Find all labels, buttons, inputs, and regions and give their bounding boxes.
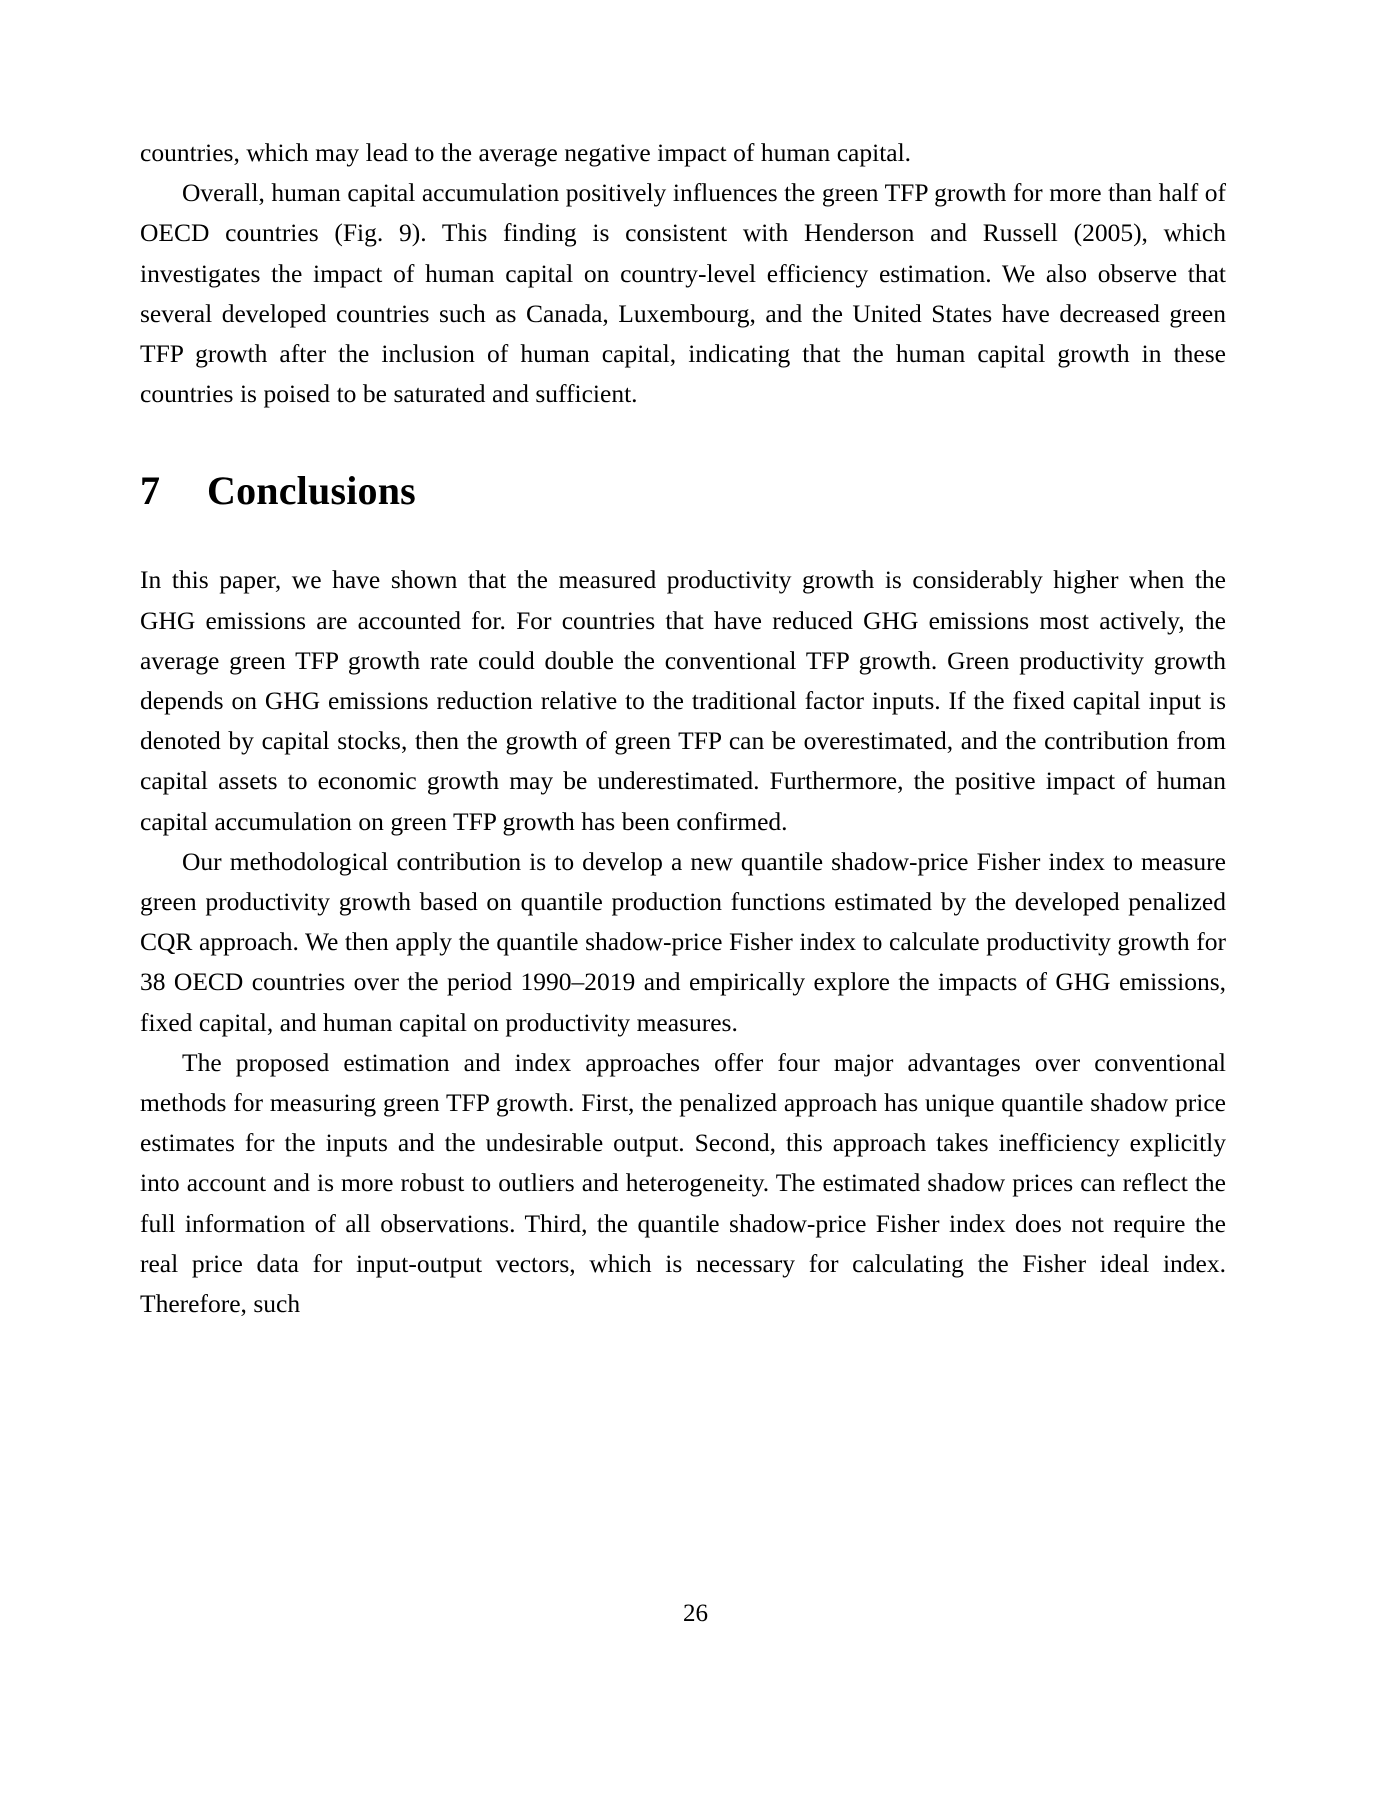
- paragraph-methodological-contribution: Our methodological contribution is to develop a new quantile shadow-price Fisher index to measure green productivity growth based on quantile production functions estimated by the developed penalized CQR approach. We then apply the quantile shadow-price Fisher index to calculate productivity growth for 38 OECD countries over the period 1990–2019 and empirically explore the impacts of GHG emissions, fixed capital, and human capital on productivity measures.: [140, 846, 1226, 1037]
- section-heading: [140, 469, 1226, 513]
- paragraph-overall-human-capital: Overall, human capital accumulation positively influences the green TFP growth for more than half of OECD countries (Fig. 9). This finding is consistent with Henderson and Russell (2005), which investigates the impact of human capital on country-level efficiency estimation. We also observe that several developed countries such as Canada, Luxembourg, and the United States have decreased green TFP growth after the inclusion of human capital, indicating that the human capital growth in these countries is poised to be saturated and sufficient.: [140, 178, 1226, 409]
- paragraph-proposed-estimation: The proposed estimation and index approaches offer four major advantages over conventional methods for measuring green TFP growth. First, the penalized approach has unique quantile shadow price estimates for the inputs and the undesirable output. Second, this approach takes inefficiency explicitly into account and is more robust to outliers and heterogeneity. The estimated shadow prices can reflect the full information of all observations. Third, the quantile shadow-price Fisher index does not require the real price data for input-output vectors, which is necessary for calculating the Fisher ideal index. Therefore, such: [140, 1047, 1226, 1319]
- spacer-before-section-heading: [140, 414, 1226, 469]
- section-number: 7: [140, 468, 161, 514]
- paragraph-in-this-paper: In this paper, we have shown that the measured productivity growth is considerably higher when the GHG emissions are accounted for. For countries that have reduced GHG emissions most actively, the average green TFP growth rate could double the conventional TFP growth. Green productivity growth depends on GHG emissions reduction relative to the traditional factor inputs. If the fixed capital input is denoted by capital stocks, then the growth of green TFP can be overestimated, and the contribution from capital assets to economic growth may be underestimated. Furthermore, the positive impact of human capital accumulation on green TFP growth has been confirmed.: [140, 565, 1226, 836]
- section-title: Conclusions: [207, 468, 416, 514]
- paragraph-continuation: countries, which may lead to the average negative impact of human capital.: [140, 138, 912, 167]
- spacer-after-section-heading: [140, 513, 1226, 560]
- page-text-column: [140, 133, 1226, 1324]
- page-number: 26: [683, 1600, 708, 1627]
